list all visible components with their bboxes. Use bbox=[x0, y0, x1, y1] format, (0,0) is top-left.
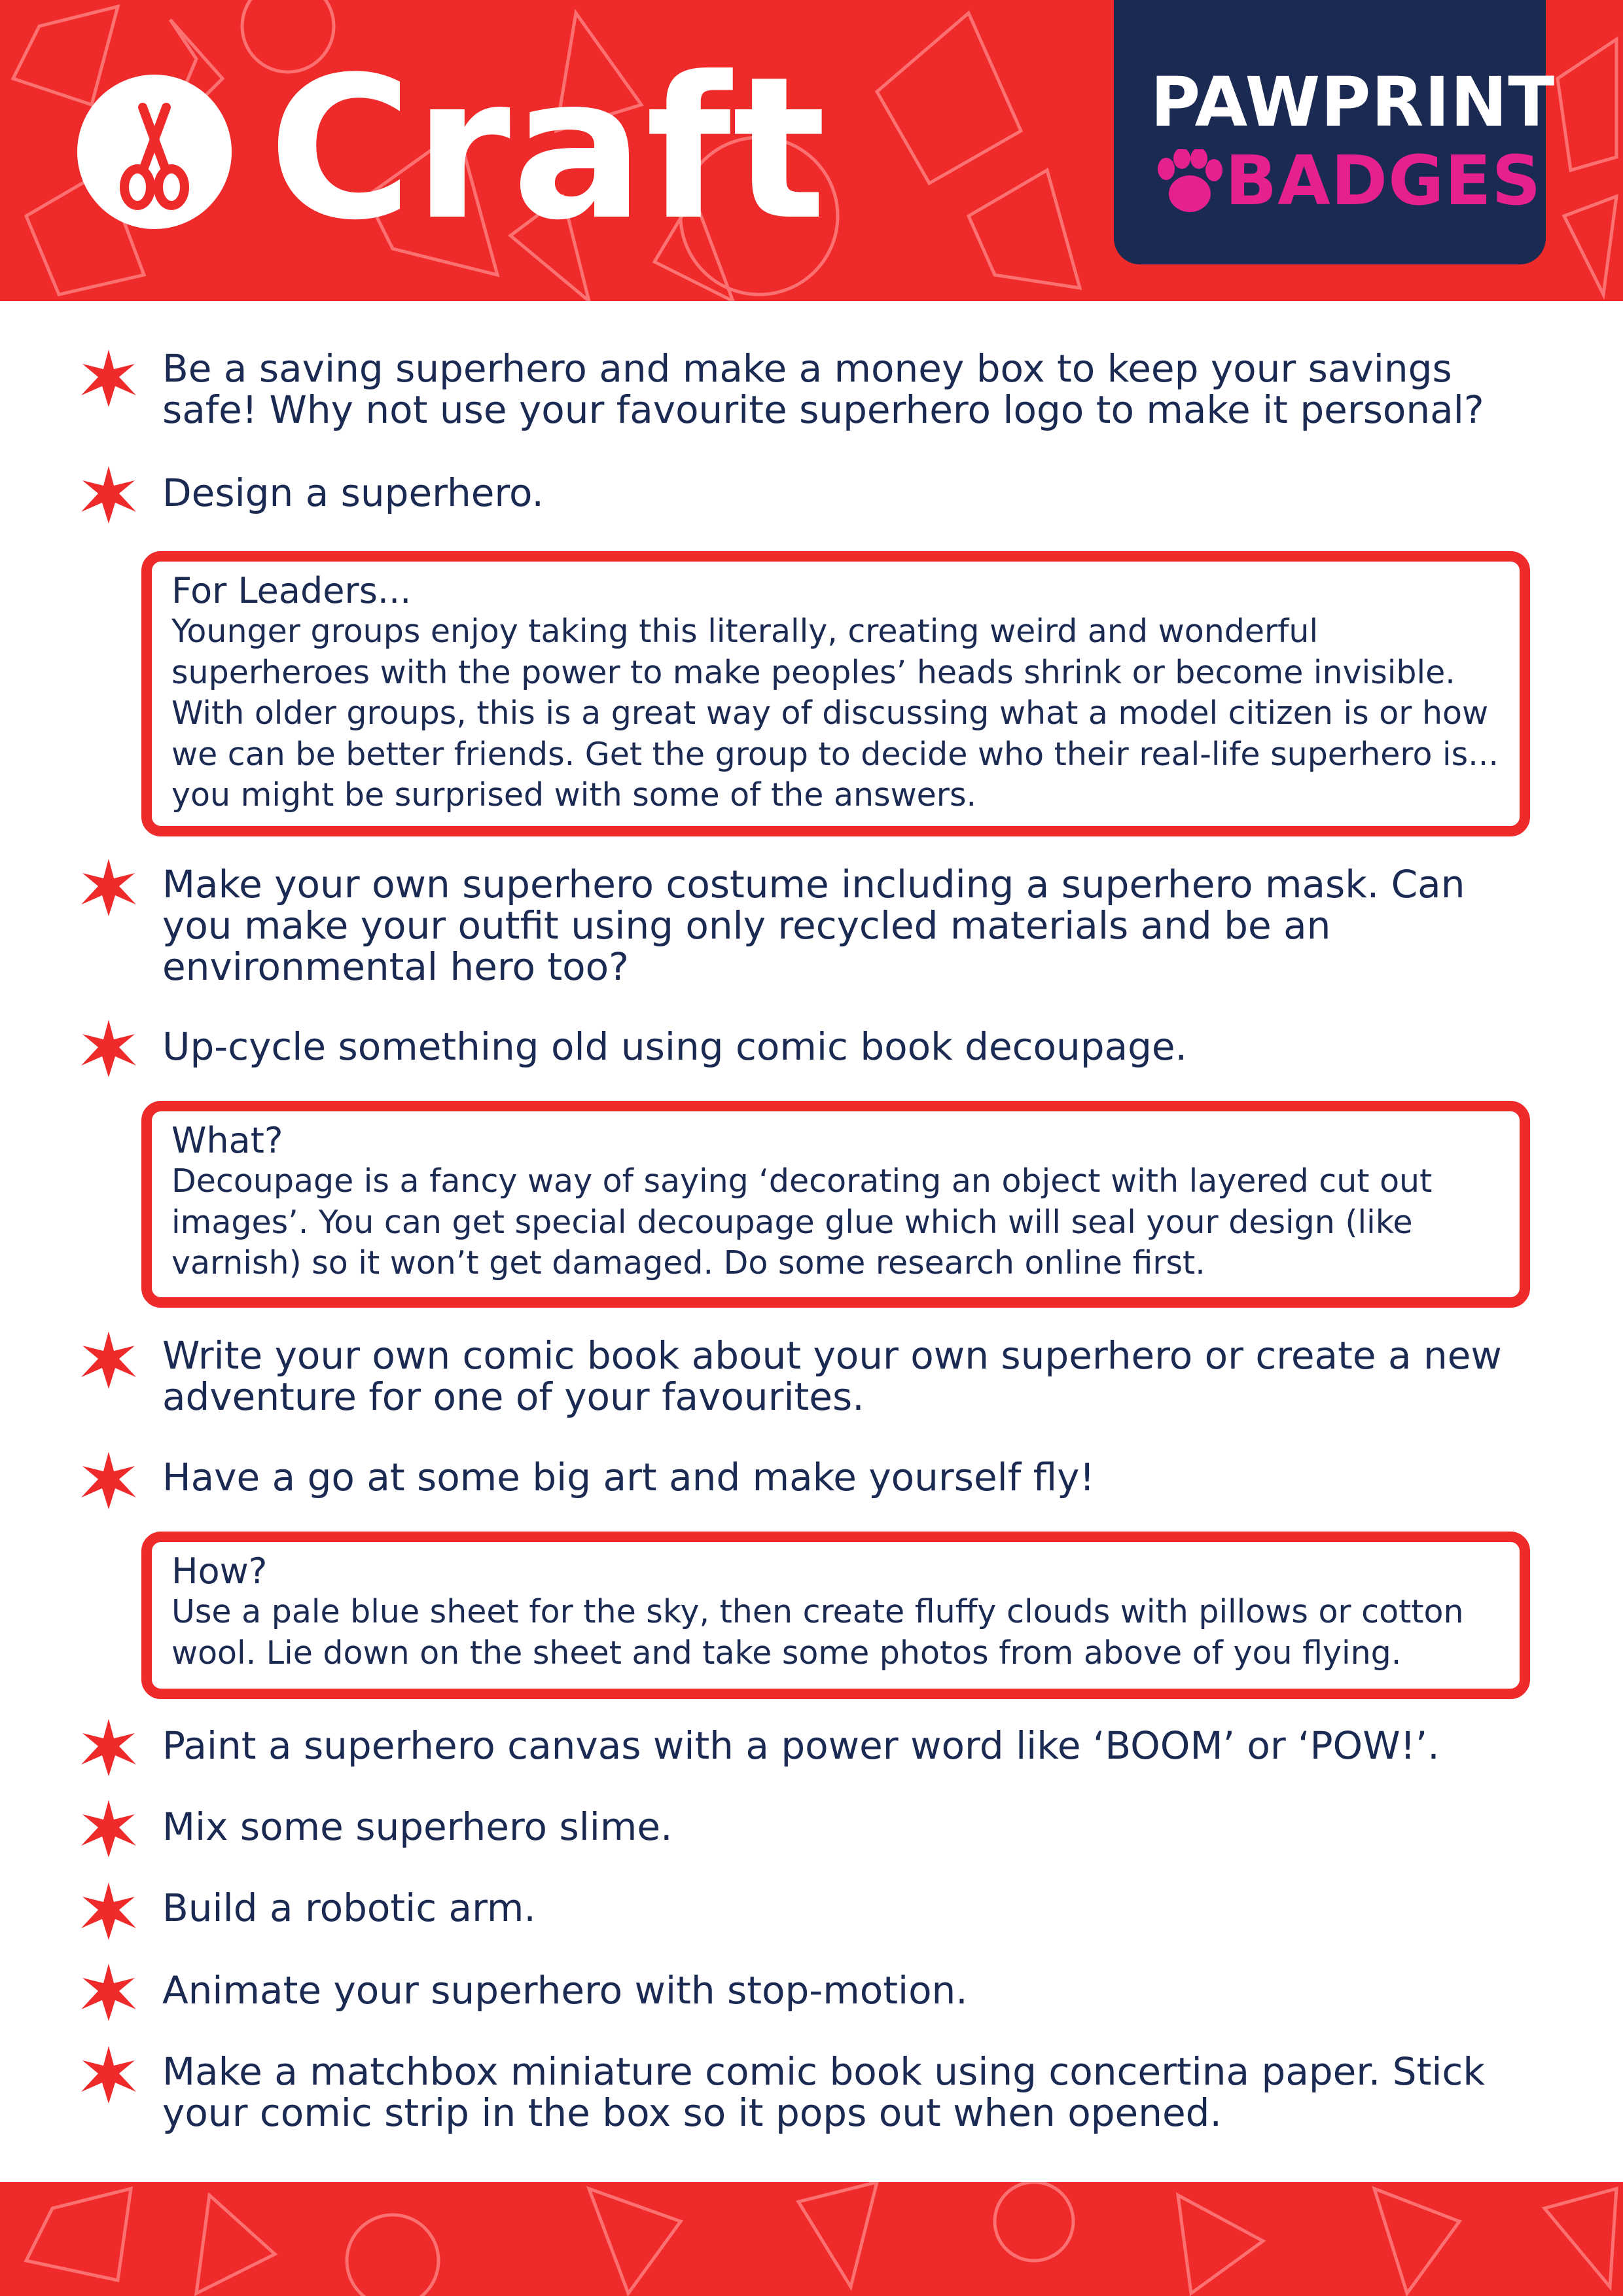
list-item: Write your own comic book about your own superhero or create a new adventure for one of your favourites. bbox=[162, 1333, 1502, 1419]
star-bullet-icon bbox=[77, 463, 140, 526]
header-banner bbox=[0, 0, 1623, 301]
info-box-title: How? bbox=[171, 1551, 268, 1592]
list-item: Up-cycle something old using comic book decoupage. bbox=[162, 1024, 1188, 1069]
footer-banner bbox=[0, 2182, 1623, 2296]
info-box-title: For Leaders... bbox=[171, 570, 412, 611]
info-box-how bbox=[141, 1532, 1530, 1699]
info-box-body: Decoupage is a fancy way of saying ‘decorating an object with layered cut out images’. You can get special decoupage glue which will seal your design (like varnish) so it won’t get damaged. Do some research online first. bbox=[171, 1162, 1433, 1282]
list-item: Make your own superhero costume including a superhero mask. Can you make your outfit using only recycled materials and be an environmental hero too? bbox=[162, 862, 1465, 989]
list-item: Be a saving superhero and make a money box to keep your savings safe! Why not use your favourite superhero logo to make it personal? bbox=[162, 346, 1484, 432]
info-box-title: What? bbox=[171, 1120, 283, 1161]
star-bullet-icon bbox=[77, 1716, 140, 1779]
star-bullet-icon bbox=[77, 1880, 140, 1943]
list-item: Mix some superhero slime. bbox=[162, 1804, 673, 1849]
info-box-body: Younger groups enjoy taking this literally, creating weird and wonderful superheroes with the power to make peoples’ heads shrink or become invisible. With older groups, this is a great way of discussing what a model citizen is or how we can be better friends. Get the group to decide who their real-life superhero is... you might be surprised with some of the answers. bbox=[171, 613, 1499, 814]
info-box-body: Use a pale blue sheet for the sky, then create fluffy clouds with pillows or cotton wool. Lie down on the sheet and take some photos from above of you flying. bbox=[171, 1593, 1464, 1672]
star-bullet-icon bbox=[77, 347, 140, 410]
list-item: Animate your superhero with stop-motion. bbox=[162, 1968, 968, 2013]
star-bullet-icon bbox=[77, 1449, 140, 1512]
brand-line-1: PAWPRINT bbox=[1150, 62, 1556, 142]
list-item: Paint a superhero canvas with a power word like ‘BOOM’ or ‘POW!’. bbox=[162, 1723, 1440, 1768]
star-bullet-icon bbox=[77, 2043, 140, 2106]
scissors-badge bbox=[77, 75, 232, 229]
info-box-for-leaders bbox=[141, 551, 1530, 836]
list-item: Have a go at some big art and make yourself fly! bbox=[162, 1455, 1095, 1499]
star-bullet-icon bbox=[77, 1017, 140, 1080]
list-item: Make a matchbox miniature comic book using concertina paper. Stick your comic strip in the box so it pops out when opened. bbox=[162, 2049, 1485, 2135]
background-pattern bbox=[0, 2182, 1623, 2296]
brand-line-2: BADGES bbox=[1225, 141, 1542, 221]
star-bullet-icon bbox=[77, 1961, 140, 2024]
scissors-icon bbox=[77, 75, 232, 229]
paw-icon bbox=[1152, 149, 1224, 215]
star-bullet-icon bbox=[77, 856, 140, 919]
list-item: Design a superhero. bbox=[162, 471, 544, 515]
page-title: Craft bbox=[268, 35, 828, 263]
brand-logo bbox=[1114, 0, 1556, 264]
list-item: Build a robotic arm. bbox=[162, 1886, 536, 1930]
info-box-what bbox=[141, 1101, 1530, 1308]
star-bullet-icon bbox=[77, 1329, 140, 1391]
star-bullet-icon bbox=[77, 1797, 140, 1860]
